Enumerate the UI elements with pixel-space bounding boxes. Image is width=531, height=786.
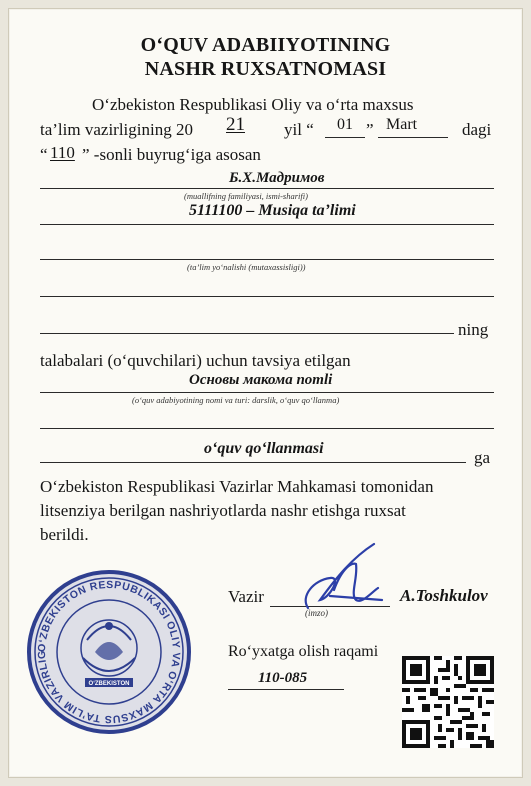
book-type: o‘quv qo‘llanmasi bbox=[204, 440, 324, 457]
book-name: Основы макома nomli bbox=[189, 372, 333, 388]
registration-line bbox=[228, 689, 344, 690]
day-value: 01 bbox=[337, 116, 353, 133]
imzo-caption: (imzo) bbox=[305, 608, 328, 618]
official-seal-icon bbox=[25, 568, 193, 736]
licence-line1: O‘zbekiston Respublikasi Vazirlar Mahkamasi tomonidan bbox=[40, 477, 434, 496]
document-title-line2: NASHR RUXSATNOMASI bbox=[144, 58, 387, 80]
qr-code-icon bbox=[402, 656, 494, 748]
intro-line2-prefix: ta’lim vazirligining 20 bbox=[40, 120, 193, 139]
month-value: Mart bbox=[386, 116, 418, 133]
specialty-value: 5111100 – Musiqa ta’limi bbox=[189, 202, 356, 219]
author-name: Б.Х.Мадримов bbox=[229, 170, 325, 186]
author-line bbox=[40, 188, 494, 189]
faculty-line bbox=[40, 333, 454, 334]
seal-inner-text: O‘ZBEKISTON bbox=[88, 681, 130, 687]
intro-quote-close: ” bbox=[366, 120, 374, 139]
book-line bbox=[40, 392, 494, 393]
intro-dagi: dagi bbox=[462, 120, 492, 139]
intro-line3-suffix: ” -sonli buyrug‘iga asosan bbox=[82, 145, 261, 164]
intro-yil: yil “ bbox=[284, 120, 314, 139]
minister-name: A.Toshkulov bbox=[400, 586, 488, 605]
specialty-line-1 bbox=[40, 224, 494, 225]
registration-label: Ro‘yxatga olish raqami bbox=[228, 643, 379, 660]
seal-ring-text: O‘ZBEKISTON RESPUBLIKASI OLIY VA O‘RTA MAXSUS TA’LIM VAZIRLIG bbox=[35, 578, 183, 726]
licence-line2: litsenziya berilgan nashriyotlarda nashr etishga ruxsat bbox=[40, 501, 406, 520]
document-title-line1: O‘QUV ADABIIYOTINING bbox=[140, 34, 391, 56]
author-caption: (muallifning familiyasi, ismi-sharifi) bbox=[184, 191, 308, 201]
specialty-line-3 bbox=[40, 296, 494, 297]
minister-signature-icon bbox=[290, 538, 390, 618]
ning-label: ning bbox=[458, 320, 489, 339]
type-line bbox=[40, 462, 466, 463]
licence-line3: berildi. bbox=[40, 525, 89, 544]
type-suffix: ga bbox=[474, 448, 491, 467]
book-caption: (o‘quv adabiyotining nomi va turi: darslik, o‘quv qo‘llanma) bbox=[132, 395, 340, 405]
recommended-text: talabalari (o‘quvchilari) uchun tavsiya etilgan bbox=[40, 351, 351, 370]
intro-line1: O‘zbekiston Respublikasi Oliy va o‘rta maxsus bbox=[92, 95, 414, 114]
vazir-label: Vazir bbox=[228, 587, 264, 606]
registration-number: 110-085 bbox=[258, 670, 308, 686]
book-line-2 bbox=[40, 428, 494, 429]
specialty-caption: (ta’lim yo‘nalishi (mutaxassisligi)) bbox=[187, 262, 306, 272]
intro-line3-open: “ bbox=[40, 145, 48, 164]
day-underline bbox=[325, 137, 365, 138]
order-number: 110 bbox=[50, 143, 75, 162]
month-underline bbox=[378, 137, 448, 138]
specialty-line-2 bbox=[40, 259, 494, 260]
year-value: 21 bbox=[226, 114, 245, 135]
